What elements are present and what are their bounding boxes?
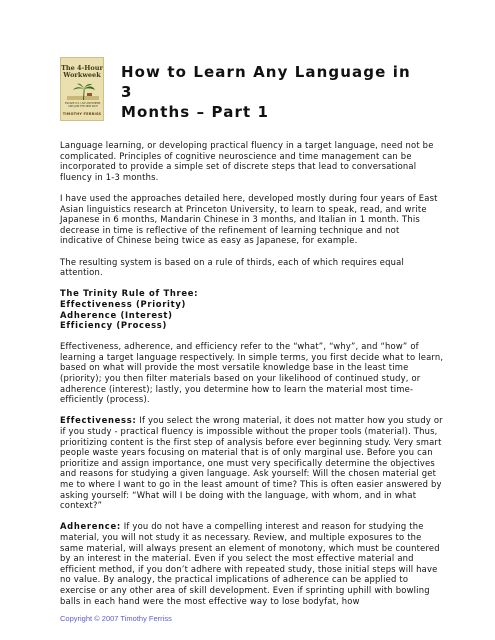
adherence-lead: Adherence: (60, 521, 121, 532)
document-title-line2: Months – Part 1 (121, 103, 270, 121)
cover-title (61, 65, 103, 79)
document-title-line1: How to Learn Any Language in 3 (121, 63, 411, 101)
paragraph-adherence (60, 521, 444, 606)
paragraph-what-why-how: Effectiveness, adherence, and efficiency refer to the “what”, “why”, and “how” of learning a target language respectively. In simple terms, you first decide what to learn, based on what will provide the most versatile knowledge base in the least time (priority); you then filter materials based on your likelihood of continued study, or adherence (interest); lastly, you determine how to learn the material most time-efficiently (process). (60, 341, 444, 405)
copyright-footer: Copyright © 2007 Timothy Ferriss (60, 614, 172, 623)
palm-tree-icon (67, 82, 99, 100)
cover-title-line1: The 4-Hour (61, 64, 103, 72)
paragraph-effectiveness (60, 415, 444, 510)
paragraph-experience: I have used the approaches detailed here, developed mostly during four years of East Asian linguistics research at Princeton University, to learn to speak, read, and write Japanese in 6 months, Mandarin Chinese in 3 months, and Italian in 1 month. This decrease in time is reflective of the refinement of learning technique and not indicative of Chinese being twice as easy as Japanese, for example. (60, 192, 438, 246)
cover-title-line2: Workweek (63, 71, 101, 79)
cover-subtitle: ESCAPE 9-5, LIVE ANYWHERE, AND JOIN THE NEW RICH (65, 102, 101, 108)
adherence-text: If you do not have a compelling interest and reason for studying the material, you will not study it as necessary. Review, and multiple exposures to the same material, will always present an element of monotony, which must be countered by an interest in the material. Even if you select the most effective material and efficient method, if you don’t adhere with repeated study, those initial steps will have no value. By analogy, the practical implications of adherence can be applied to exercise or any other area of skill development. Even if sprinting uphill with bowling balls in each hand were the most effective way to lose bodyfat, how (60, 521, 440, 606)
document-title (121, 62, 421, 122)
paragraph-intro: Language learning, or developing practical fluency in a target language, need not be complicated. Principles of cognitive neuroscience and time management can be incorporated to provide a simple set of discrete steps that lead to conversational fluency in 1-3 months. (60, 140, 434, 182)
effectiveness-text: If you select the wrong material, it does not matter how you study or if you study - practical fluency is impossible without the proper tools (material). Thus, prioritizing content is the first step of analysis before ever beginning study. Very smart people waste years focusing on material that is of only marginal use. Before you can prioritize and assign importance, one must very specifically determine the objectives and reasons for studying a given language. Ask yourself: Will the chosen material get me to where I want to go in the least amount of time? This is often easier answered by asking yourself: “What will I be doing with the language, with whom, and in what context?” (60, 415, 443, 511)
cover-author: TIMOTHY FERRISS (62, 112, 102, 116)
effectiveness-lead: Effectiveness: (60, 415, 137, 426)
paragraph-rule-of-thirds: The resulting system is based on a rule of thirds, each of which requires equal attention. (60, 256, 405, 278)
book-cover-image (60, 57, 104, 121)
trinity-rule-item-effectiveness: Effectiveness (Priority) (60, 298, 187, 309)
trinity-rule-item-adherence: Adherence (Interest) (60, 309, 173, 320)
trinity-rule-list (60, 288, 444, 330)
document-body (60, 140, 444, 606)
trinity-rule-heading: The Trinity Rule of Three: (60, 288, 199, 299)
trinity-rule-item-efficiency: Efficiency (Process) (60, 320, 167, 331)
